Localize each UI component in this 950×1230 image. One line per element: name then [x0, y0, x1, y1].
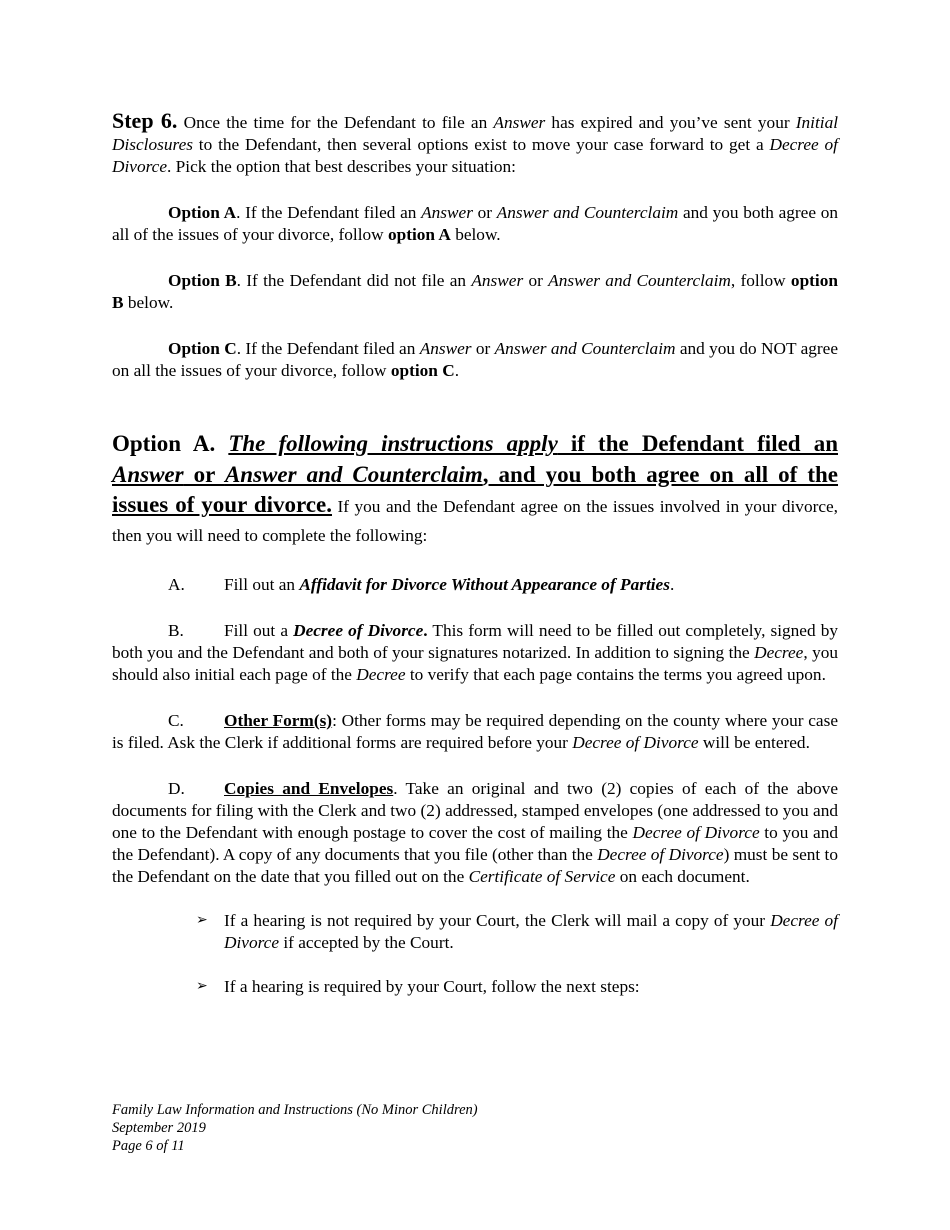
text: : Other forms may be required depending on the county where your case is filed. Ask the Clerk if additional forms are required before your: [112, 711, 838, 752]
heading-prefix: Option A.: [112, 431, 216, 456]
term-decree-of-divorce: Decree of Divorce: [572, 733, 699, 752]
text: .: [454, 361, 460, 380]
text: Fill out an: [224, 575, 300, 594]
item-c-title: Other Form(s): [224, 711, 333, 730]
text: .: [669, 575, 675, 594]
heading-italic: Answer and Counterclaim: [224, 461, 483, 487]
option-b-label: Option B: [168, 271, 237, 290]
term-decree-of-divorce: Decree of Divorce: [112, 135, 838, 176]
item-d-title: Copies and Envelopes: [224, 779, 394, 798]
term-answer-and-counterclaim: Answer and Counterclaim: [548, 271, 731, 290]
option-a-ref: option A: [387, 225, 451, 244]
step-6-paragraph: [112, 110, 838, 178]
text: on each document.: [615, 867, 750, 886]
heading-italic: Answer: [112, 461, 184, 487]
arrowhead-bullet-icon: ➢: [196, 913, 208, 928]
option-a-intro: If you and the Defendant agree on the issues involved in your divorce, then you will need to complete the following:: [112, 497, 838, 545]
term-initial-disclosures: Initial Disclosures: [112, 113, 839, 154]
term-affidavit: Affidavit for Divorce Without Appearance of Parties: [299, 575, 670, 594]
text: ) must be sent to the Defendant on the date that you filled out on the: [112, 845, 838, 886]
text: If a hearing is required by your Court, follow the next steps:: [224, 977, 640, 996]
term-decree-of-divorce: Decree of Divorce: [597, 845, 724, 864]
text: and you both agree on all of the issues of your divorce, follow: [112, 203, 838, 244]
term-answer-and-counterclaim: Answer and Counterclaim: [496, 203, 679, 222]
option-b-paragraph: [112, 270, 838, 314]
text: if accepted by the Court.: [279, 933, 454, 952]
text: or: [471, 339, 495, 358]
text: , you should also initial each page of the: [112, 643, 838, 684]
option-a-paragraph: [112, 202, 838, 246]
text: to you and the Defendant). A copy of any documents that you file (other than the: [112, 823, 838, 864]
footer-title: Family Law Information and Instructions (No Minor Children): [112, 1102, 478, 1118]
option-a-label: Option A: [168, 203, 237, 222]
document-page: [112, 110, 838, 998]
arrowhead-bullet-icon: ➢: [196, 979, 208, 994]
term-decree: Decree: [356, 665, 406, 684]
option-a-section-paragraph: [112, 430, 838, 550]
term-answer-and-counterclaim: Answer and Counterclaim: [494, 339, 676, 358]
item-letter: A.: [168, 575, 185, 594]
bullet-item: [112, 976, 838, 998]
text: . Pick the option that best describes your situation:: [167, 157, 516, 176]
term-answer: Answer: [421, 203, 473, 222]
item-c: [112, 710, 838, 754]
term-answer: Answer: [471, 271, 524, 290]
term-decree: Decree: [754, 643, 804, 662]
text: to the Defendant, then several options exist to move your case forward to get a: [192, 135, 770, 154]
text: has expired and you’ve sent your: [545, 113, 796, 132]
text: .: [423, 621, 428, 640]
text: . Take an original and two (2) copies of each of the above documents for filing with the Clerk and two (2) addressed, stamped envelopes (one addressed to you and one to the Defendant with enough postage to cover the cost of mailing the: [112, 779, 838, 842]
option-c-paragraph: [112, 338, 838, 382]
item-letter: D.: [168, 779, 185, 798]
term-answer: Answer: [419, 339, 472, 358]
term-decree-of-divorce: Decree of Divorce: [632, 823, 760, 842]
term-decree-of-divorce: Decree of Divorce: [293, 621, 424, 640]
footer-date: September 2019: [112, 1120, 206, 1136]
item-letter: C.: [168, 711, 184, 730]
text: . If the Defendant did not file an: [236, 271, 472, 290]
bullet-item: [112, 910, 838, 954]
item-b: [112, 620, 838, 686]
text: . If the Defendant filed an: [236, 339, 420, 358]
text: Fill out a: [224, 621, 294, 640]
heading-italic: The following instructions apply: [228, 431, 558, 456]
bullet-list: [112, 910, 838, 998]
item-d: [112, 778, 838, 888]
option-b-ref: option B: [112, 271, 838, 312]
term-answer: Answer: [493, 113, 546, 132]
text: . If the Defendant filed an: [236, 203, 422, 222]
text: or: [472, 203, 497, 222]
page-footer: [112, 1101, 478, 1155]
text: will be entered.: [698, 733, 810, 752]
text: or: [523, 271, 549, 290]
text: This form will need to be filled out completely, signed by both you and the Defendant and both of your signatures notarized. In addition to signing the: [112, 621, 839, 662]
option-c-label: Option C: [168, 339, 237, 358]
heading-text: , and you both agree on all of the issues of your divorce.: [112, 461, 839, 517]
heading-text: if the Defendant filed an: [557, 431, 838, 456]
term-certificate-of-service: Certificate of Service: [468, 867, 616, 886]
option-c-ref: option C: [390, 361, 455, 380]
heading-text: or: [183, 461, 225, 487]
footer-page-number: Page 6 of 11: [112, 1138, 185, 1154]
text: , follow: [730, 271, 791, 290]
term-decree-of-divorce: Decree of Divorce: [224, 911, 838, 952]
step-6-label: Step 6.: [112, 108, 178, 133]
text: and you do NOT agree on all the issues of your divorce, follow: [112, 339, 838, 380]
item-a: [112, 574, 838, 596]
text: If a hearing is not required by your Court, the Clerk will mail a copy of your: [224, 911, 771, 930]
text: below.: [450, 225, 501, 244]
text: below.: [123, 293, 174, 312]
item-letter: B.: [168, 621, 184, 640]
text: to verify that each page contains the terms you agreed upon.: [405, 665, 826, 684]
text: Once the time for the Defendant to file an: [183, 113, 494, 132]
